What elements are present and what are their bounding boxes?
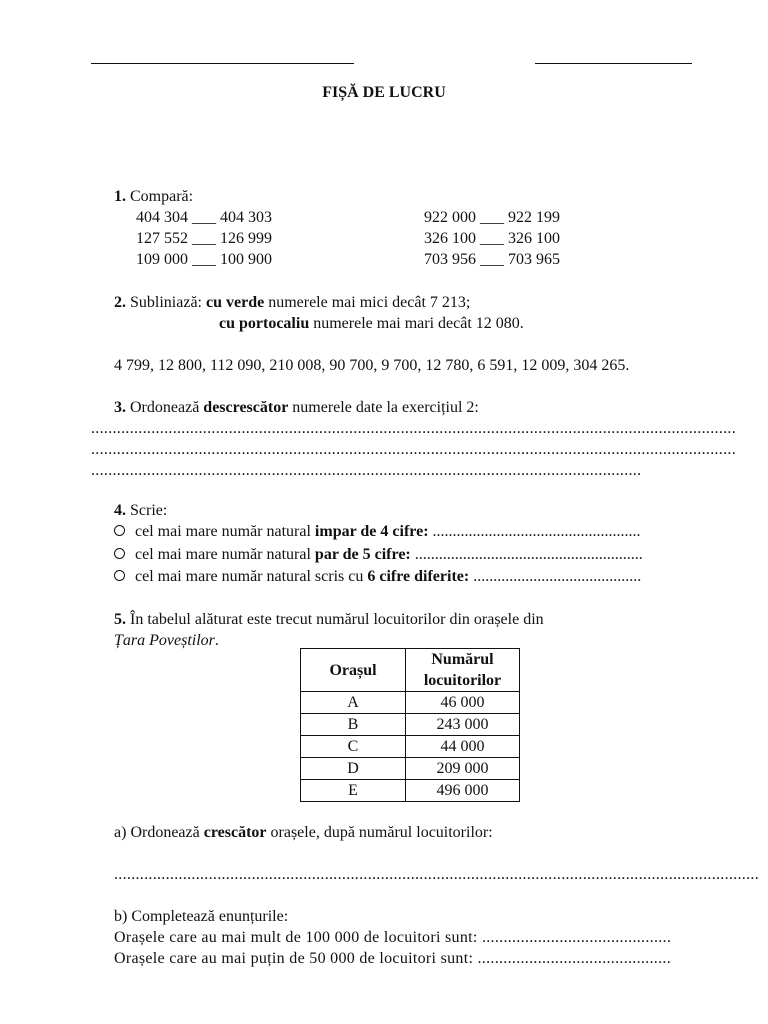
table-row <box>301 758 520 780</box>
compare-left-3: 109 000 ___ 100 900 <box>136 251 272 268</box>
subtask-label: b) <box>114 908 128 925</box>
column-header-line: Numărul <box>431 651 494 668</box>
list-item <box>114 521 641 542</box>
exercise-2-line-2 <box>219 313 524 334</box>
answer-line-3[interactable]: ................................................................................................................................ <box>91 462 642 479</box>
item-dots[interactable]: .......................................... <box>469 568 642 585</box>
exercise-4 <box>114 500 167 521</box>
exercise-number: 1. <box>114 188 126 205</box>
exercise-3 <box>114 397 479 418</box>
exercise-number: 2. <box>114 294 126 311</box>
orange-instruction: cu portocaliu <box>219 315 310 332</box>
exercise-2-line-1 <box>114 292 470 313</box>
city-cell: E <box>301 780 406 802</box>
column-header-line: locuitorilor <box>423 672 502 689</box>
list-item <box>114 566 641 587</box>
exercise-text: În tabelul alăturat este trecut numărul locuitorilor din orașele din <box>130 611 544 628</box>
population-cell: 209 000 <box>406 758 520 780</box>
orange-instruction-text: numerele mai mari decât 12 080. <box>309 315 524 332</box>
exercise-5-line-1 <box>114 609 544 630</box>
table-row <box>301 714 520 736</box>
exercise-label: Scrie: <box>130 502 168 519</box>
exercise-number: 3. <box>114 399 126 416</box>
column-header-population <box>406 649 520 692</box>
item-bold: impar de 4 cifre: <box>314 523 429 540</box>
city-cell: C <box>301 736 406 758</box>
compare-right-1: 922 000 ___ 922 199 <box>424 209 560 226</box>
green-instruction: cu verde <box>205 294 265 311</box>
answer-line-a[interactable]: ...................................................................................................................................................... <box>114 866 759 883</box>
page-title: FIȘĂ DE LUCRU <box>322 84 446 101</box>
answer-line-1[interactable]: ...................................................................................................................................................... <box>91 420 736 437</box>
population-table <box>300 648 520 802</box>
compare-right-3: 703 956 ___ 703 965 <box>424 251 560 268</box>
item-bold: 6 cifre diferite: <box>367 568 470 585</box>
circle-bullet-icon <box>114 525 125 536</box>
statement-line-2[interactable]: Orașele care au mai puțin de 50 000 de locuitori sunt: ............................................. <box>114 950 672 967</box>
city-cell: D <box>301 758 406 780</box>
exercise-number: 4. <box>114 502 126 519</box>
subtask-a <box>114 822 493 843</box>
name-line[interactable] <box>91 63 354 64</box>
instruction-bold: descrescător <box>203 399 289 416</box>
subtask-bold: crescător <box>203 824 267 841</box>
instruction-post: numerele date la exercițiul 2: <box>288 399 479 416</box>
subtask-post: orașele, după numărul locuitorilor: <box>266 824 493 841</box>
item-bold: par de 5 cifre: <box>314 546 411 563</box>
column-header-city: Orașul <box>301 649 406 692</box>
statement-line-1[interactable]: Orașele care au mai mult de 100 000 de locuitori sunt: ............................................ <box>114 929 672 946</box>
city-cell: B <box>301 714 406 736</box>
green-instruction-text: numerele mai mici decât 7 213; <box>264 294 471 311</box>
compare-left-2: 127 552 ___ 126 999 <box>136 230 272 247</box>
table-row <box>301 692 520 714</box>
population-cell: 243 000 <box>406 714 520 736</box>
table-row <box>301 780 520 802</box>
compare-left-1: 404 304 ___ 404 303 <box>136 209 272 226</box>
compare-right-2: 326 100 ___ 326 100 <box>424 230 560 247</box>
circle-bullet-icon <box>114 548 125 559</box>
instruction-pre: Ordonează <box>130 399 204 416</box>
story-land-name: Țara Poveștilor <box>114 632 215 649</box>
date-line[interactable] <box>535 63 692 64</box>
subtask-pre: Ordonează <box>130 824 204 841</box>
exercise-number: 5. <box>114 611 126 628</box>
item-text: cel mai mare număr natural scris cu <box>135 568 368 585</box>
item-dots[interactable]: ......................................................... <box>410 546 643 563</box>
population-cell: 496 000 <box>406 780 520 802</box>
table-row <box>301 736 520 758</box>
exercise-5-line-2 <box>114 630 219 651</box>
circle-bullet-icon <box>114 570 125 581</box>
list-item <box>114 544 643 565</box>
item-dots[interactable]: .................................................... <box>428 523 641 540</box>
exercise-label: Compară: <box>130 188 194 205</box>
subtask-label: a) <box>114 824 127 841</box>
item-text: cel mai mare număr natural <box>135 523 315 540</box>
city-cell: A <box>301 692 406 714</box>
answer-line-2[interactable]: ...................................................................................................................................................... <box>91 441 736 458</box>
subtask-b <box>114 906 288 927</box>
subtask-text: Completează enunțurile: <box>131 908 289 925</box>
sentence-end: . <box>214 632 219 649</box>
number-list: 4 799, 12 800, 112 090, 210 008, 90 700, 9 700, 12 780, 6 591, 12 009, 304 265. <box>114 357 630 374</box>
population-cell: 44 000 <box>406 736 520 758</box>
item-text: cel mai mare număr natural <box>135 546 315 563</box>
population-cell: 46 000 <box>406 692 520 714</box>
exercise-label: Subliniază: <box>130 294 202 311</box>
table-header-row <box>301 649 520 692</box>
exercise-1 <box>114 186 193 207</box>
